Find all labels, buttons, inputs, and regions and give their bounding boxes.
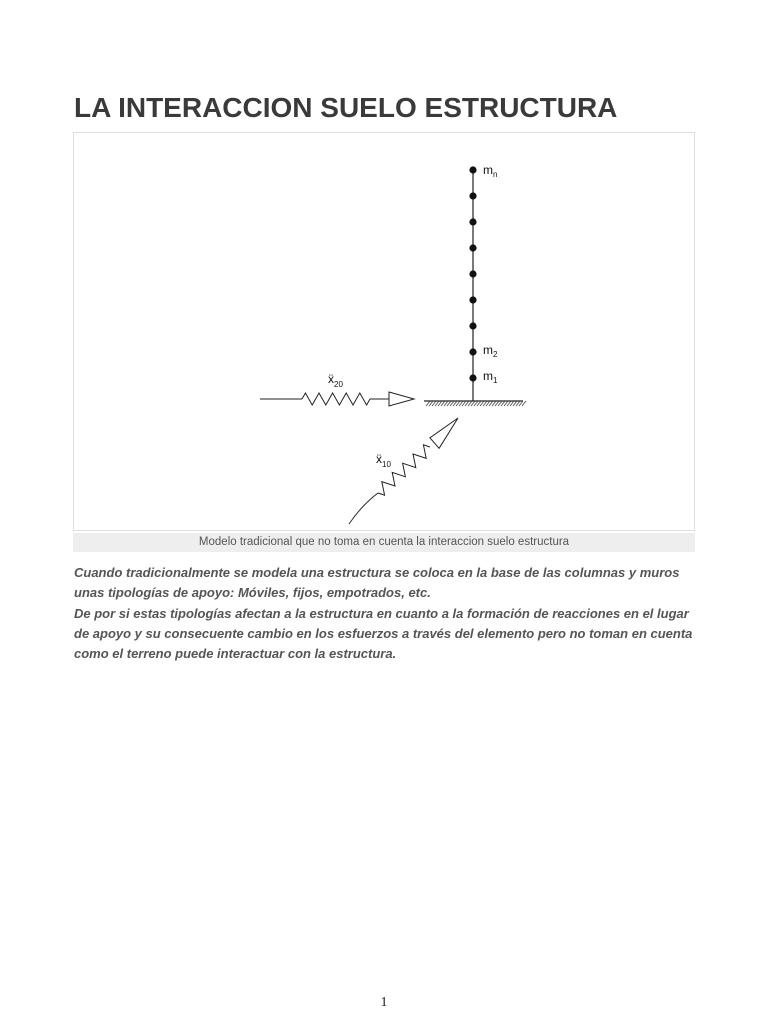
mass-node — [469, 322, 476, 329]
figure-frame — [73, 132, 695, 531]
mass-node — [469, 218, 476, 225]
mass-2-label: $m_2$ — [483, 343, 498, 359]
accel-oblique-label: ẍ$_{10}$ — [376, 452, 391, 469]
structure-model-diagram — [74, 133, 696, 532]
mass-nodes — [469, 166, 476, 381]
support-hatch — [426, 401, 526, 406]
figure-caption: Modelo tradicional que no toma en cuenta la interaccion suelo estructura — [73, 533, 695, 552]
page-number: 1 — [380, 995, 388, 1010]
horizontal-excitation-arrow — [260, 392, 414, 406]
mass-node — [469, 192, 476, 199]
mass-node — [469, 374, 476, 381]
page-title: LA INTERACCION SUELO ESTRUCTURA — [74, 92, 618, 123]
mass-1-label: $m_1$ — [483, 369, 498, 385]
mass-node — [469, 270, 476, 277]
mass-node — [469, 296, 476, 303]
mass-n-label: $m_n$ — [483, 163, 498, 179]
body-paragraph-1: Cuando tradicionalmente se modela una estructura se coloca en la base de las columnas y muros unas tipologías de apoyo: Móviles, fijos, empotrados, etc. — [74, 565, 680, 601]
body-paragraph-2: De por si estas tipologías afectan a la estructura en cuanto a la formación de reacciones en el lugar de apoyo y su consecuente cambio en los esfuerzos a través del elemento pero no toman en cuenta como el terreno puede interactuar con la estructura. — [74, 605, 693, 662]
mass-node — [469, 348, 476, 355]
body-text — [74, 563, 698, 664]
mass-node — [469, 244, 476, 251]
accel-horizontal-label: ẍ$_{20}$ — [328, 372, 343, 389]
oblique-excitation-arrow — [349, 418, 458, 524]
mass-node — [469, 166, 476, 173]
